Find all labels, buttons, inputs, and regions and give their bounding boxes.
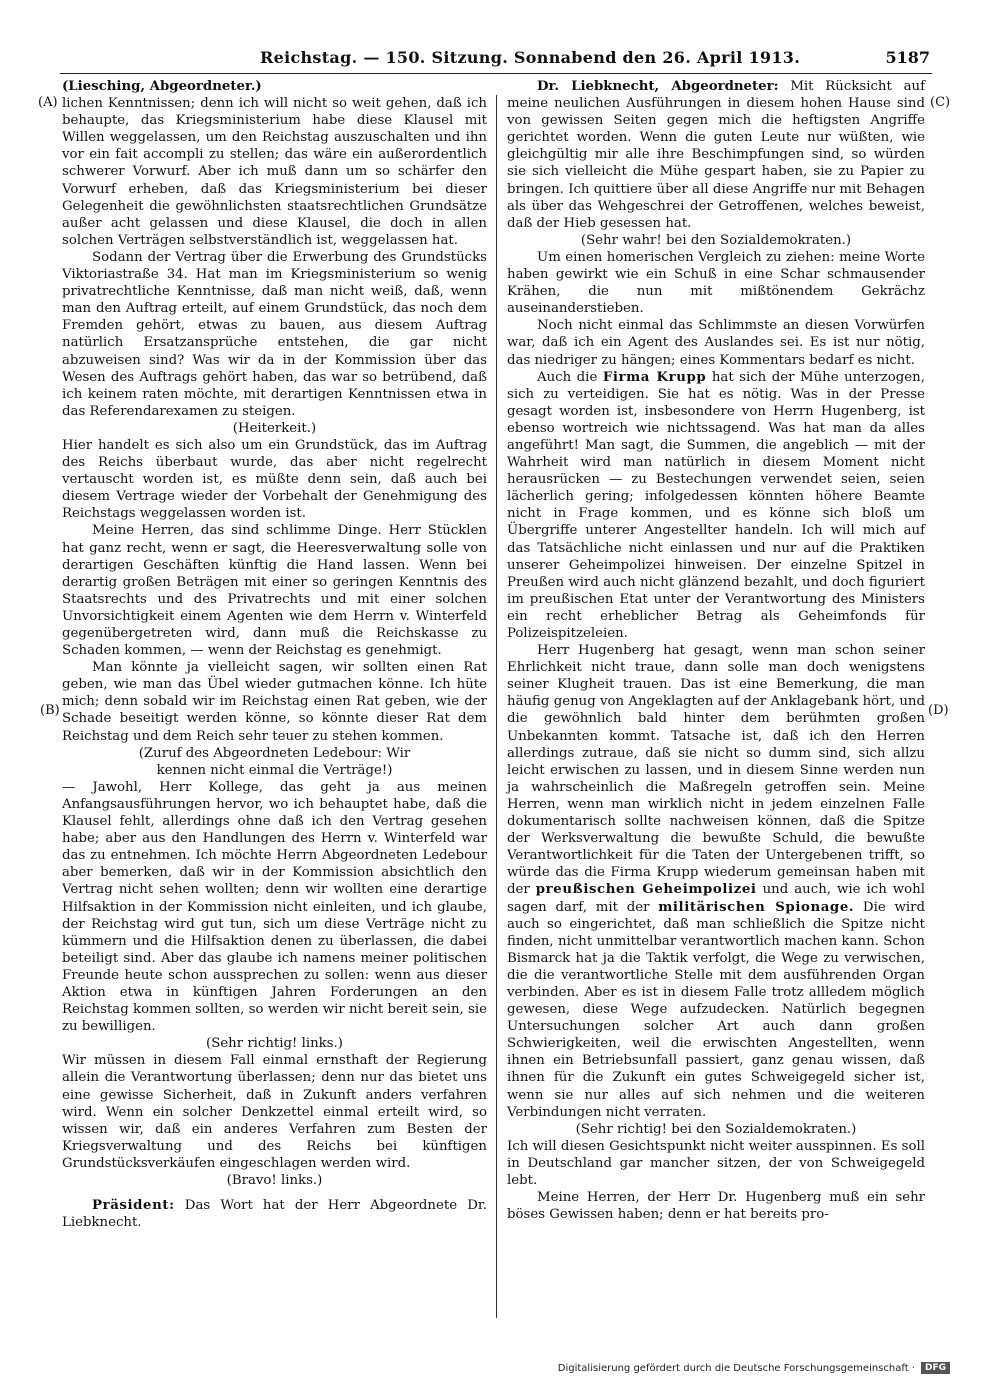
president-label: Präsident:: [92, 1198, 175, 1214]
paragraph: — Jawohl, Herr Kollege, das geht ja aus meinen Anfangsausführungen hervor, wo ich behauptet habe, daß die Klausel fehlt, allerdings ohne daß ich den Vertrag gesehen habe; aber aus den Handlungen des Herrn v. Winterfeld war das zu entnehmen. Ich möchte Herrn Abgeordneten Ledebour aber bemerken, daß wir in der Kommission absichtlich den Vertrag nicht sehen wollten; denn wir wollten eine derartige Hilfsaktion in der Kommission nicht einleiten, und ich glaube, der Reichstag wird gut tun, sich um diese Verträge nicht zu kümmern und die Hilfsaktion denen zu überlassen, die dabei beteiligt sind. Aber das glaube ich namens meiner politischen Freunde heute schon aussprechen zu sollen: wenn aus dieser Aktion etwa in künftigen Jahren Forderungen an den Reichstag kommen sollten, so werden wir nicht bereit sein, sie zu bewilligen.: [62, 779, 487, 1035]
paragraph: Sodann der Vertrag über die Erwerbung des Grundstücks Viktoriastraße 34. Hat man im Kriegsministerium so wenig privatrechtliche Kenntnisse, daß man nicht weiß, daß, wenn man den Auftrag erteilt, auf einem Grundstück, das noch dem Fremden gehört, etwas zu bauen, aus diesem Auftrag natürlich Ersatzansprüche entstehen, die gar nicht abzuweisen sind? Was wir da in der Kommission über das Wesen des Auftrags gehört haben, das war so betrübend, daß ich keinem raten möchte, mit derartigen Kenntnissen etwa in das Referendarexamen zu steigen.: [62, 249, 487, 419]
paragraph: lichen Kenntnissen; denn ich will nicht so weit gehen, daß ich behaupte, das Kriegsministerium habe diese Klausel mit Willen weggelassen, um den Reichstag auszuschalten und ihn vor ein fait accompli zu stellen; das wäre ein außerordentlich schwerer Vorwurf. Aber ich muß dann um so schärfer den Vorwurf erheben, daß das Kriegsministerium bei dieser Gelegenheit die gewöhnlichsten staatsrechtlichen Grundsätze außer acht gelassen und diese Klausel, die doch in allen solchen Verträgen selbstverständlich ist, weggelassen hat.: [62, 96, 487, 248]
column-divider: [496, 95, 497, 1318]
interjection: (Sehr wahr! bei den Sozialdemokraten.): [580, 232, 852, 248]
paragraph: Meine Herren, der Herr Dr. Hugenberg muß ein sehr böses Gewissen haben; denn er hat bereits pro-: [507, 1190, 925, 1223]
paragraph: [507, 642, 925, 1121]
speaker-label: Dr. Liebknecht, Abgeordneter:: [537, 79, 779, 94]
footer: [558, 1362, 950, 1374]
paragraph: Noch nicht einmal das Schlimmste an diesen Vorwürfen war, daß ich ein Agent des Auslandes sei. Es ist nur nötig, das niedriger zu hängen; eines Kommentars bedarf es nicht.: [507, 318, 925, 368]
page-header: [70, 48, 930, 74]
paragraph-text: Auch die: [537, 369, 598, 385]
paragraph: [507, 369, 925, 643]
interjection: (Heiterkeit.): [232, 420, 317, 436]
emphasis-spionage: militärischen Spionage.: [658, 899, 855, 915]
margin-letter-b: (B): [40, 703, 60, 718]
header-divider: [60, 73, 932, 74]
president-statement: [62, 1197, 487, 1231]
margin-letter-d: (D): [928, 703, 949, 718]
paragraph-text: Die wird auch so eingerichtet, daß man schließlich die Spitze nicht finden, nicht unmittelbar verantwortlich machen kann. Schon Bismarck hat ja die Taktik verfolgt, die Wege zu verwischen, die die verantwortliche Stelle mit dem ausführenden Organ verbinden. Aber es ist in diesem Falle trotz allledem möglich gewesen, diese Wege aufzudecken. Natürlich begegnen Untersuchungen solcher Art auch dann großen Schwierigkeiten, weil die erwischten Angestellten, wenn ihnen ein Betriebsunfall passiert, ganz genau wissen, daß ihnen für die Zukunft ein gutes Schweigegeld sicher ist, wenn sie nur alles auf sich nehmen und die weiteren Verbindungen nicht verraten.: [507, 899, 925, 1120]
left-column: [62, 78, 487, 1231]
emphasis-geheimpolizei: preußischen Geheimpolizei: [535, 882, 757, 898]
dfg-logo: DFG: [921, 1362, 950, 1374]
right-column: [507, 78, 925, 1223]
paragraph-text: hat sich der Mühe unterzogen, sich zu verteidigen. Sie hat es nötig. Was in der Presse gesagt worden ist, insbesondere von Herrn Hugenberg, ist ebenso wortreich wie nichtssagend. Was hat man da alles angeführt! Man sagt, die Summen, die angeblich — mit der Wahrheit wird man natürlich in diesem Moment nicht herausrücken — zu Bestechungen verwendet seien, seien lächerlich gering; infolgedessen könnten höhere Beamte nicht in Frage kommen, und es könne sich bloß um Übergriffe unterer Angestellter handeln. Ich will mich auf das Tatsächliche nicht einlassen und nur auf die Praktiken unserer Geheimpolizei hinweisen. Der einzelne Spitzel in Preußen wird auch nicht glänzend bezahlt, und doch figuriert im preußischen Etat unter der Verantwortung des Ministers ein recht erheblicher Betrag als Geheimfonds für Polizeispitzeleien.: [507, 369, 925, 641]
interjection: (Sehr richtig! links.): [206, 1036, 343, 1052]
margin-letter-a: (A): [38, 95, 58, 110]
paragraph: Um einen homerischen Vergleich zu ziehen: meine Worte haben gewirkt wie ein Schuß in eine Schar schmausender Krähen, die nun mit mißtönendem Gekrächz auseinanderstieben.: [507, 249, 925, 317]
interjection: (Zuruf des Abgeordneten Ledebour: Wir kennen nicht einmal die Verträge!): [138, 745, 411, 778]
paragraph-text: Herr Hugenberg hat gesagt, wenn man schon seiner Ehrlichkeit nicht traue, dann solle man doch wenigstens seiner Klugheit trauen. Das ist eine Bemerkung, die man häufig genug von Angeklagten auf der Anklagebank hört, und die gewöhnlich bald hinter dem berühmten großen Unbekannten kommt. Tatsache ist, daß ich den Herren allerdings zutraue, daß sie nicht so dumm sind, sich allzu leicht erwischen zu lassen, und in diesem Sinne werden nun ja wahrscheinlich die Maßregeln getroffen sein. Meine Herren, wenn man wirklich nicht in jedem einzelnen Falle dokumentarisch sollte nachweisen können, daß die Spitze der Werksverwaltung die bewußte Schuld, die bewußte Verantwortlichkeit für die Taten der Untergebenen trifft, so würde das die Firma Krupp wiederum gemeinsan haben mit der: [507, 643, 925, 898]
interjection: (Sehr richtig! bei den Sozialdemokraten.): [575, 1121, 857, 1137]
page-number: 5187: [885, 48, 930, 67]
paragraph-text: und auch, wie ich wohl sagen darf, mit der: [507, 882, 925, 915]
speaker-paragraph: [507, 78, 925, 232]
paragraph-text: Mit Rücksicht auf meine neulichen Ausführungen in diesem hohen Hause sind von gewissen Seiten gegen mich die heftigsten Angriffe gerichtet worden. Wenn die guten Leute nur wüßten, wie gleichgültig mir alle ihre Beschimpfungen sind, so würden sie sich vielleicht die Mühe gespart haben, sie zu Papier zu bringen. Ich quittiere über all diese Angriffe nur mit Behagen als über das Wehgeschrei der Getroffenen, welches beweist, daß der Hieb gesessen hat.: [507, 79, 925, 231]
paragraph: Wir müssen in diesem Fall einmal ernsthaft der Regierung allein die Verantwortung überlassen; denn nur das bietet uns eine gewisse Sicherheit, daß in Zukunft anders verfahren wird. Wenn ein solcher Denkzettel einmal erteilt wird, so wissen wir, daß ein anderes Verfahren zum Besten der Kriegsverwaltung und des Reichs bei künftigen Grundstücksverkäufen eingeschlagen werden wird.: [62, 1053, 487, 1171]
emphasis-firma-krupp: Firma Krupp: [602, 369, 707, 385]
margin-letter-c: (C): [930, 95, 951, 110]
paragraph: Ich will diesen Gesichtspunkt nicht weiter ausspinnen. Es soll in Deutschland gar mancher sitzen, der von Schweigegeld lebt.: [507, 1138, 925, 1188]
interjection: (Bravo! links.): [226, 1173, 323, 1188]
continued-speaker: (Liesching, Abgeordneter.): [62, 79, 262, 94]
president-text: Das Wort hat der Herr Abgeordnete Dr. Liebknecht.: [62, 1198, 487, 1231]
paragraph: Hier handelt es sich also um ein Grundstück, das im Auftrag des Reichs überbaut wurde, das aber nicht regelrecht vertauscht worden ist, es müßte denn sein, daß auch bei diesem Vertrage wieder der Vorbehalt der Genehmigung des Reichstags weggelassen worden ist.: [62, 437, 487, 522]
page-title: Reichstag. — 150. Sitzung. Sonnabend den 26. April 1913.: [260, 48, 801, 67]
footer-text: Digitalisierung gefördert durch die Deutsche Forschungsgemeinschaft ·: [557, 1362, 915, 1374]
paragraph: Man könnte ja vielleicht sagen, wir sollten einen Rat geben, wie man das Übel wieder gutmachen könne. Ich hüte mich; denn sobald wir im Reichstag einen Rat geben, wie der Schade beseitigt werden könne, so könnte dieser Rat dem Reichstag und dem Reich sehr teuer zu stehen kommen.: [62, 660, 487, 744]
paragraph: Meine Herren, das sind schlimme Dinge. Herr Stücklen hat ganz recht, wenn er sagt, die Heeresverwaltung solle von derartigen Geschäften künftig die Hand lassen. Wenn bei derartig großen Beträgen mit einer so geringen Kenntnis des Staatsrechts und des Privatrechts und mit einer solchen Unvorsichtigkeit einem Agenten wie dem Herrn v. Winterfeld gegenübergetreten wird, dann muß die Reichskasse zu Schaden kommen, — wenn der Reichstag es genehmigt.: [62, 523, 487, 659]
